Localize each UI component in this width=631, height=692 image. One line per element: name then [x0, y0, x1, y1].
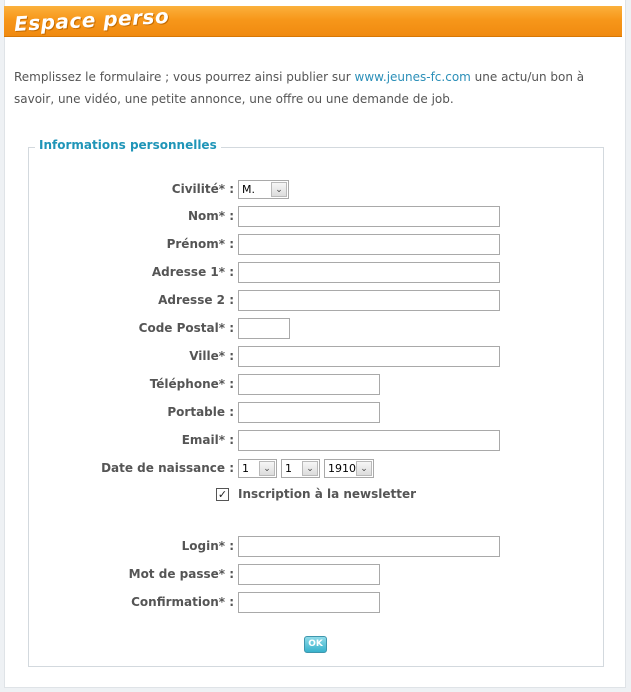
birth-day-select[interactable] — [238, 459, 277, 478]
page-title: Espace perso — [13, 3, 170, 37]
adresse2-label: Adresse 2 : — [158, 293, 234, 307]
birth-day-value: 1 — [242, 462, 249, 475]
email-input[interactable] — [238, 430, 500, 451]
ok-button[interactable]: OK — [304, 636, 327, 653]
fieldset-legend: Informations personnelles — [35, 138, 221, 152]
login-input[interactable] — [238, 536, 500, 557]
portable-input[interactable] — [238, 402, 380, 423]
site-link[interactable]: www.jeunes-fc.com — [354, 70, 471, 84]
newsletter-label: Inscription à la newsletter — [238, 487, 417, 501]
telephone-label: Téléphone* : — [149, 377, 234, 391]
civilite-row — [0, 179, 631, 201]
nom-row — [0, 206, 631, 228]
chevron-down-icon: ⌄ — [356, 461, 372, 476]
civilite-select[interactable] — [238, 180, 289, 199]
confirmation-row — [0, 592, 631, 614]
header-bar — [4, 3, 622, 37]
portable-label: Portable : — [167, 405, 234, 419]
naissance-row — [0, 458, 631, 480]
civilite-label: Civilité* : — [171, 182, 234, 196]
nom-input[interactable] — [238, 206, 500, 227]
password-input[interactable] — [238, 564, 380, 585]
naissance-label: Date de naissance : — [101, 461, 234, 475]
ville-label: Ville* : — [189, 349, 234, 363]
adresse1-input[interactable] — [238, 262, 500, 283]
birth-year-select[interactable] — [324, 459, 374, 478]
intro-text-after: une actu/un bon à savoir, une vidéo, une petite annonce, une offre ou une demande de job. — [14, 70, 585, 106]
ville-input[interactable] — [238, 346, 500, 367]
telephone-row — [0, 374, 631, 396]
adresse2-input[interactable] — [238, 290, 500, 311]
confirmation-input[interactable] — [238, 592, 380, 613]
portable-row — [0, 402, 631, 424]
chevron-down-icon: ⌄ — [302, 461, 318, 476]
birth-month-value: 1 — [285, 462, 292, 475]
intro-text — [14, 66, 619, 110]
email-label: Email* : — [181, 433, 234, 447]
adresse1-label: Adresse 1* : — [151, 265, 234, 279]
chevron-down-icon: ⌄ — [271, 182, 287, 197]
adresse2-row — [0, 290, 631, 312]
intro-text-before: Remplissez le formulaire ; vous pourrez ainsi publier sur — [14, 70, 355, 84]
prenom-input[interactable] — [238, 234, 500, 255]
password-row — [0, 564, 631, 586]
nom-label: Nom* : — [187, 209, 234, 223]
ville-row — [0, 346, 631, 368]
confirmation-label: Confirmation* : — [131, 595, 234, 609]
civilite-value: M. — [242, 183, 255, 196]
login-label: Login* : — [181, 539, 234, 553]
login-row — [0, 536, 631, 558]
code-postal-row — [0, 318, 631, 340]
adresse1-row — [0, 262, 631, 284]
telephone-input[interactable] — [238, 374, 380, 395]
prenom-row — [0, 234, 631, 256]
chevron-down-icon: ⌄ — [259, 461, 275, 476]
code-postal-input[interactable] — [238, 318, 290, 339]
prenom-label: Prénom* : — [166, 237, 234, 251]
email-row — [0, 430, 631, 452]
birth-month-select[interactable] — [281, 459, 320, 478]
birth-year-value: 1910 — [328, 462, 356, 475]
password-label: Mot de passe* : — [128, 567, 234, 581]
code-postal-label: Code Postal* : — [138, 321, 234, 335]
newsletter-row — [0, 486, 631, 508]
newsletter-checkbox[interactable]: ✓ — [217, 488, 228, 501]
